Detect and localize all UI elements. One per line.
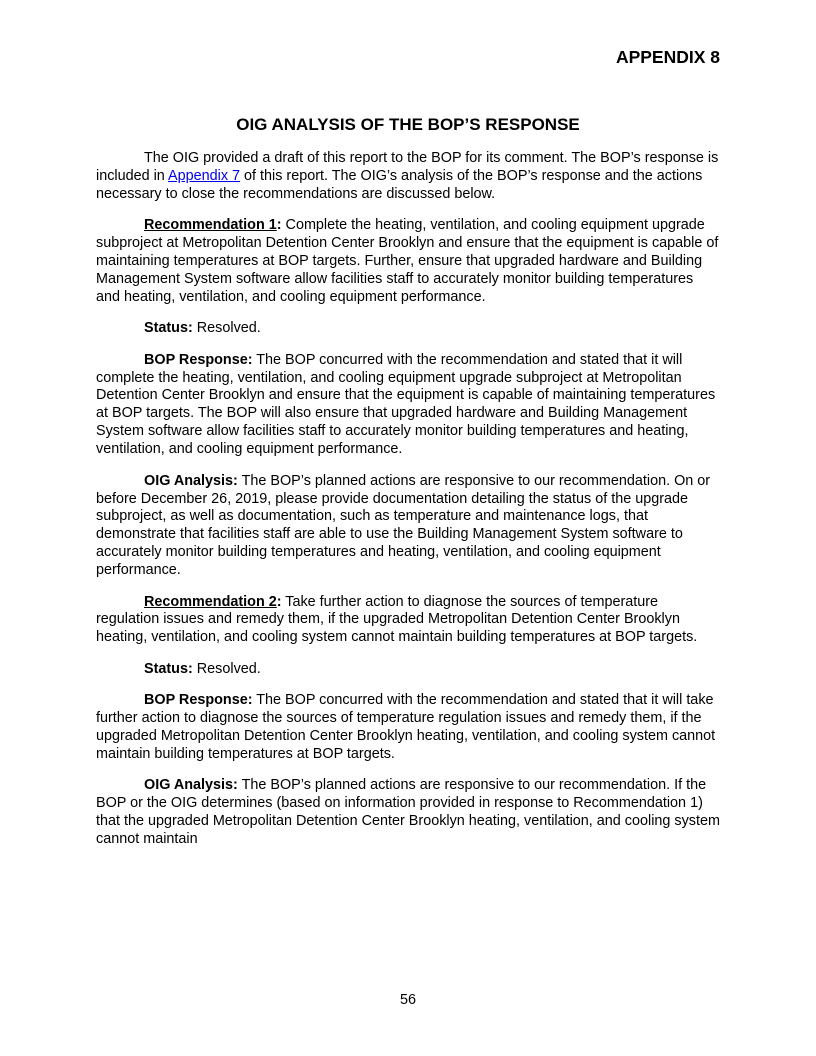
page-number: 56	[399, 992, 416, 1008]
recommendation-2-oig-analysis	[96, 777, 720, 849]
status-label: Status:	[144, 660, 193, 677]
recommendation-2-bop-response	[96, 692, 720, 764]
bop-response-label: BOP Response:	[144, 692, 253, 709]
recommendation-1-paragraph	[96, 217, 720, 307]
oig-analysis-label: OIG Analysis:	[144, 472, 238, 489]
recommendation-1-label: Recommendation 1	[144, 217, 277, 234]
appendix-7-link[interactable]: Appendix 7	[168, 167, 241, 184]
recommendation-1-status	[96, 320, 720, 338]
recommendation-1-colon: :	[276, 217, 282, 234]
bop-response-text: The BOP concurred with the recommendation and stated that it will take further action to diagnose the sources of temperature regulation issues and remedy them, if the upgraded Metropolitan Detention Center Brooklyn heating, ventilation, and cooling system cannot maintain building temperatures at BOP targets.	[96, 692, 716, 762]
intro-text-start: The OIG provided a draft of this report to the BOP for its comment. The BOP’s response is included in	[96, 150, 719, 184]
recommendation-1-oig-analysis	[96, 473, 720, 580]
recommendation-2-label: Recommendation 2	[144, 593, 277, 610]
recommendation-2-status	[96, 661, 720, 679]
document-body	[96, 150, 720, 862]
recommendation-1-bop-response	[96, 352, 720, 459]
bop-response-label: BOP Response:	[144, 351, 253, 368]
recommendation-2-paragraph	[96, 594, 720, 648]
status-label: Status:	[144, 320, 193, 337]
bop-response-text: The BOP concurred with the recommendation and stated that it will complete the heating, ventilation, and cooling equipment upgrade subproject at Metropolitan Detention Center Brooklyn and ensure that the equipment is capable of maintaining temperatures at BOP targets. The BOP will also ensure that upgraded hardware and Building Management System software allow facilities staff to accurately monitor building temperatures and heating, ventilation, and cooling equipment performance.	[96, 351, 716, 458]
status-value: Resolved.	[192, 660, 261, 677]
oig-analysis-text: The BOP’s planned actions are responsive to our recommendation. On or before December 26, 2019, please provide documentation detailing the status of the upgrade subproject, as well as documentation, such as temperature and maintenance logs, that demonstrate that facilities staff are able to use the Building Management System software to accurately monitor building temperatures and heating, ventilation, and cooling equipment performance.	[96, 472, 711, 579]
intro-paragraph	[96, 150, 720, 204]
page-title: OIG ANALYSIS OF THE BOP’S RESPONSE	[236, 115, 580, 134]
recommendation-2-text: Take further action to diagnose the sources of temperature regulation issues and remedy them, if the upgraded Metropolitan Detention Center Brooklyn heating, ventilation, and cooling system cannot maintain building temperatures at BOP targets.	[96, 593, 698, 646]
intro-text-end: of this report. The OIG’s analysis of the BOP’s response and the actions necessary to close the recommendations are discussed below.	[96, 167, 703, 202]
recommendation-2-colon: :	[276, 593, 282, 610]
status-value: Resolved.	[192, 320, 261, 337]
appendix-label: APPENDIX 8	[615, 47, 720, 67]
oig-analysis-text: The BOP’s planned actions are responsive to our recommendation. If the BOP or the OIG determines (based on information provided in response to Recommendation 1) that the upgraded Metropolitan Detention Center Brooklyn heating, ventilation, and cooling system cannot maintain	[96, 777, 720, 847]
oig-analysis-label: OIG Analysis:	[144, 777, 238, 794]
recommendation-1-text: Complete the heating, ventilation, and cooling equipment upgrade subproject at Metropolitan Detention Center Brooklyn and ensure that the equipment is capable of maintaining temperatures at BOP targets. Further, ensure that upgraded hardware and Building Management System software allow facilities staff to accurately monitor building temperatures and heating, ventilation, and cooling equipment performance.	[96, 217, 719, 305]
